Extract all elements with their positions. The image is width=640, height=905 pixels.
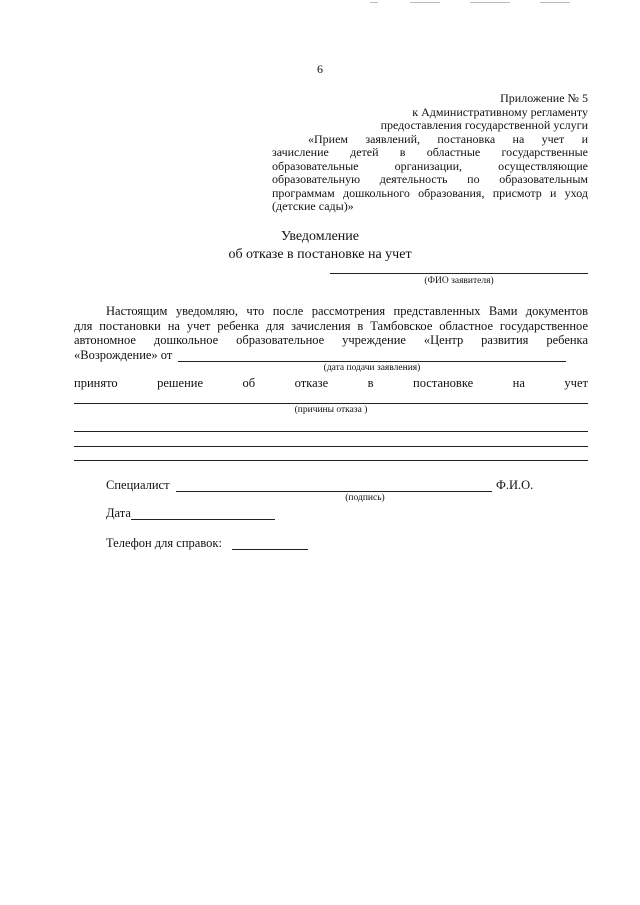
- fio-label: Ф.И.О.: [496, 478, 534, 492]
- phone-line: [232, 549, 308, 550]
- notice-line: автономное дошкольное образовательное учреждение «Центр развития ребенка: [74, 333, 588, 347]
- document-title: Уведомление: [280, 229, 359, 244]
- specialist-signature-line: [176, 491, 492, 492]
- notice-line: Настоящим уведомляю, что после рассмотрения представленных Вами документов: [106, 304, 588, 318]
- applicant-caption: (ФИО заявителя): [424, 276, 494, 286]
- notice-from: «Возрождение» от: [74, 347, 173, 362]
- document-subtitle: об отказе в постановке на учет: [228, 247, 412, 262]
- appendix-line: к Административному регламенту: [412, 104, 588, 119]
- decision-word: постановке: [413, 376, 474, 390]
- appendix-line: «Прием заявлений, постановка на учет и: [308, 131, 588, 146]
- decision-word: об: [242, 376, 256, 390]
- notice-paragraph: [74, 304, 588, 362]
- reason-line: [74, 446, 588, 447]
- specialist-label: Специалист: [106, 478, 170, 492]
- reason-caption: (причины отказа ): [294, 405, 368, 415]
- date-caption: (дата подачи заявления): [323, 363, 421, 373]
- appendix-header: [272, 92, 588, 214]
- notice-line: для постановки на учет ребенка для зачисления в Тамбовское областное государственное: [74, 318, 588, 333]
- appendix-line: зачисление детей в областные государственные: [272, 145, 588, 159]
- application-date-line: [178, 361, 566, 362]
- page-number: 6: [317, 62, 323, 76]
- scan-artifacts: [350, 0, 600, 6]
- decision-word: на: [512, 376, 525, 390]
- reason-line: [74, 431, 588, 432]
- reason-line: [74, 403, 588, 404]
- date-line: [131, 519, 275, 520]
- appendix-line: Приложение № 5: [500, 91, 588, 105]
- decision-word: в: [367, 376, 374, 390]
- decision-word: решение: [157, 376, 204, 390]
- appendix-line: образовательные организации, осуществляющие: [272, 158, 588, 173]
- phone-label: Телефон для справок:: [106, 536, 222, 550]
- decision-word: принято: [74, 376, 118, 390]
- decision-word: отказе: [294, 376, 329, 390]
- appendix-line: образовательную деятельность по образовательным: [272, 172, 588, 186]
- date-label: Дата: [106, 506, 131, 520]
- applicant-name-line: [330, 273, 588, 274]
- decision-line: [74, 376, 588, 391]
- signature-caption: (подпись): [345, 493, 385, 503]
- appendix-line: (детские сады)»: [272, 199, 354, 213]
- notice-line: [74, 348, 588, 363]
- appendix-line: предоставления государственной услуги: [380, 118, 588, 132]
- appendix-line: программам дошкольного образования, присмотр и уход: [272, 185, 588, 200]
- decision-word: учет: [564, 376, 588, 390]
- reason-line: [74, 460, 588, 461]
